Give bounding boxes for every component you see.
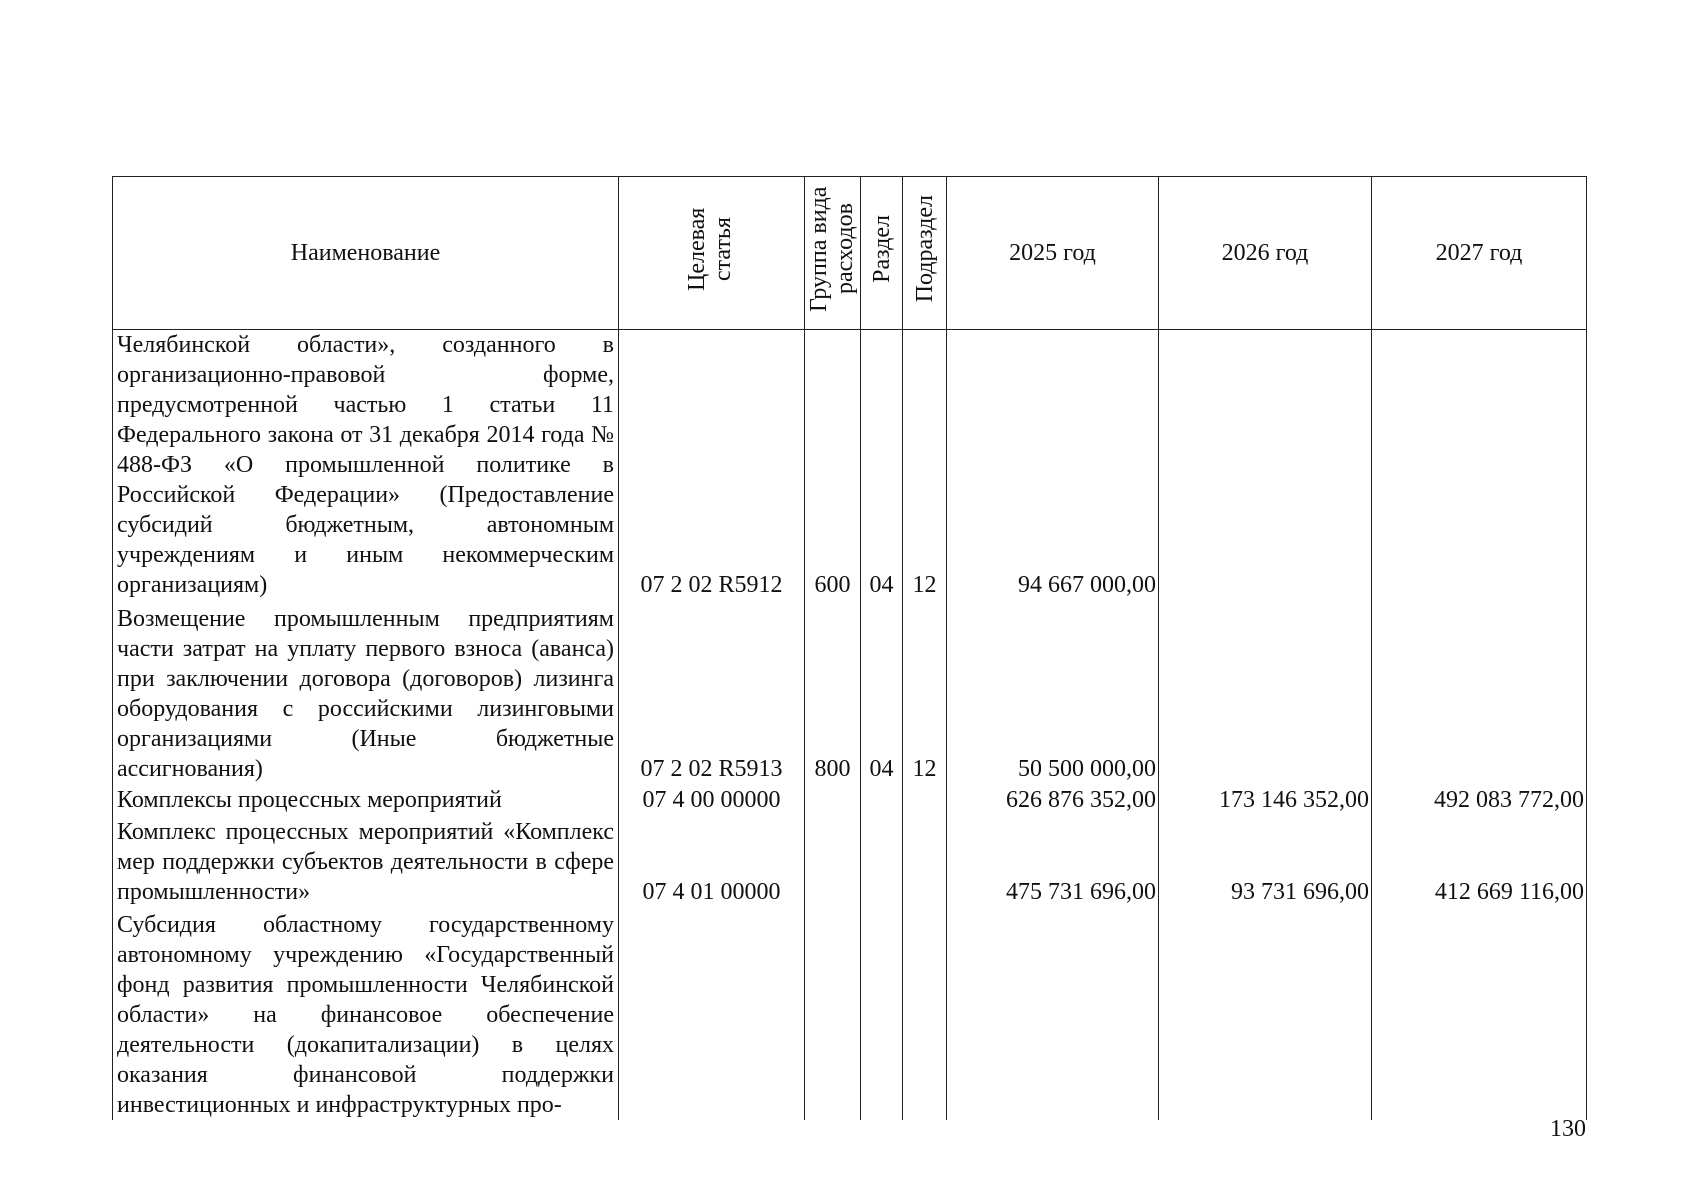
header-2025: 2025 год	[947, 177, 1159, 330]
header-2026: 2026 год	[1159, 177, 1372, 330]
row-2027: 492 083 772,00	[1372, 784, 1587, 815]
row-code: 07 2 02 R5913	[619, 600, 805, 784]
row-name: Возмещение промышленным предприятиям части затрат на уплату первого взноса (аванса) при заключении договора (договоров) лизинга оборудования с российскими лизинговыми организациями (Иные бюджетные ассигнования)	[113, 600, 619, 784]
row-section	[861, 907, 903, 1120]
row-code	[619, 907, 805, 1120]
header-2027: 2027 год	[1372, 177, 1587, 330]
row-2025: 626 876 352,00	[947, 784, 1159, 815]
row-2025	[947, 907, 1159, 1120]
row-2027: 412 669 116,00	[1372, 815, 1587, 907]
header-code: Целевая статья	[619, 177, 805, 330]
header-subsection: Подраздел	[903, 177, 947, 330]
row-section	[861, 815, 903, 907]
row-name: Субсидия областному государственному автономному учреждению «Государственный фонд развития промышленности Челябинской области» на финансовое обеспечение деятельности (докапитализации) в целях оказания финансовой поддержки инвестиционных и инфраструктурных про-	[113, 907, 619, 1120]
table-header-row	[113, 177, 1587, 330]
row-name: Комплекс процессных мероприятий «Комплекс мер поддержки субъектов деятельности в сфере промышленности»	[113, 815, 619, 907]
header-group: Группа вида расходов	[805, 177, 861, 330]
row-group	[805, 907, 861, 1120]
row-group	[805, 815, 861, 907]
table-row	[113, 600, 1587, 784]
row-section: 04	[861, 600, 903, 784]
row-group	[805, 784, 861, 815]
row-2026: 173 146 352,00	[1159, 784, 1372, 815]
row-group: 600	[805, 330, 861, 601]
row-2025: 94 667 000,00	[947, 330, 1159, 601]
header-section: Раздел	[861, 177, 903, 330]
page-number: 130	[1550, 1116, 1586, 1142]
row-subsection	[903, 784, 947, 815]
table-row	[113, 907, 1587, 1120]
row-group: 800	[805, 600, 861, 784]
row-subsection: 12	[903, 330, 947, 601]
row-subsection: 12	[903, 600, 947, 784]
table-row	[113, 784, 1587, 815]
row-2026: 93 731 696,00	[1159, 815, 1372, 907]
row-name: Челябинской области», созданного в организационно-правовой форме, предусмотренной частью 1 статьи 11 Федерального закона от 31 декабря 2014 года № 488-ФЗ «О промышленной политике в Российской Федерации» (Предоставление субсидий бюджетным, автономным учреждениям и иным некоммерческим организациям)	[113, 330, 619, 601]
row-2026	[1159, 330, 1372, 601]
row-2027	[1372, 330, 1587, 601]
row-name: Комплексы процессных мероприятий	[113, 784, 619, 815]
header-name: Наименование	[113, 177, 619, 330]
row-code: 07 2 02 R5912	[619, 330, 805, 601]
row-2025: 50 500 000,00	[947, 600, 1159, 784]
row-2027	[1372, 600, 1587, 784]
row-2026	[1159, 600, 1372, 784]
row-section	[861, 784, 903, 815]
row-section: 04	[861, 330, 903, 601]
table-row	[113, 815, 1587, 907]
row-code: 07 4 01 00000	[619, 815, 805, 907]
row-subsection	[903, 907, 947, 1120]
row-code: 07 4 00 00000	[619, 784, 805, 815]
row-2026	[1159, 907, 1372, 1120]
budget-table	[112, 176, 1587, 1120]
row-subsection	[903, 815, 947, 907]
row-2027	[1372, 907, 1587, 1120]
table-row	[113, 330, 1587, 601]
row-2025: 475 731 696,00	[947, 815, 1159, 907]
